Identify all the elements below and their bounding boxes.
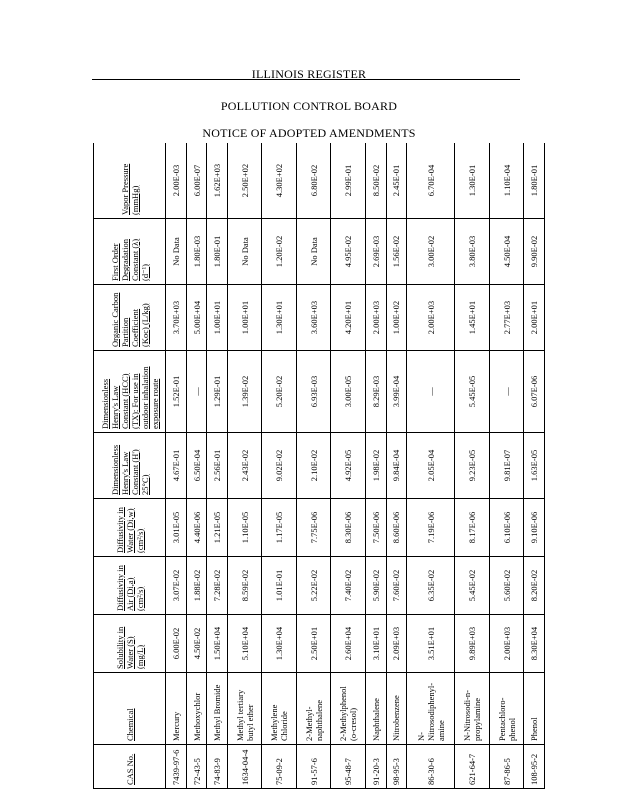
value-cell: 1.63E-05 xyxy=(524,433,545,499)
chemical-name-cell: Nitrobenzene xyxy=(386,673,407,745)
value-cell: No Data xyxy=(166,219,187,285)
table-row xyxy=(296,143,330,789)
column-header xyxy=(94,745,166,789)
value-cell: 7.40E-02 xyxy=(331,557,365,615)
value-cell: 1.56E-02 xyxy=(386,219,407,285)
value-cell: 4.40E-06 xyxy=(186,499,207,557)
value-cell: 6.80E-02 xyxy=(296,143,330,219)
value-cell: 9.90E-02 xyxy=(524,219,545,285)
value-cell: 2.43E-02 xyxy=(228,433,262,499)
value-cell: 5.45E-02 xyxy=(455,557,489,615)
value-cell: — xyxy=(489,351,523,433)
value-cell: — xyxy=(407,351,455,433)
cas-number-cell: 7439-97-6 xyxy=(166,745,187,789)
value-cell: 1.30E+01 xyxy=(262,285,296,351)
column-header xyxy=(94,219,166,285)
value-cell: 4.92E-05 xyxy=(331,433,365,499)
value-cell: 2.00E+03 xyxy=(489,615,523,673)
board-title: POLLUTION CONTROL BOARD xyxy=(220,99,398,113)
table-row xyxy=(455,143,489,789)
value-cell: 3.51E+01 xyxy=(407,615,455,673)
chemical-name-cell: Methylene Chloride xyxy=(262,673,296,745)
table-row xyxy=(489,143,523,789)
column-header-label: Dimensionless Henry's Law Constant (HCC) (TX): For use in outdoor inhalation exposure route xyxy=(99,366,160,429)
value-cell: 6.70E-04 xyxy=(407,143,455,219)
value-cell: 7.60E-02 xyxy=(386,557,407,615)
value-cell: 4.20E+01 xyxy=(331,285,365,351)
value-cell: 8.29E-03 xyxy=(365,351,386,433)
value-cell: 7.28E-02 xyxy=(207,557,228,615)
value-cell: 3.01E-05 xyxy=(166,499,187,557)
value-cell: 8.30E+04 xyxy=(524,615,545,673)
column-header xyxy=(94,499,166,557)
chemical-name-cell: Pentachloro-phenol xyxy=(489,673,523,745)
cas-number-cell: 91-20-3 xyxy=(365,745,386,789)
register-title: ILLINOIS REGISTER xyxy=(251,67,367,81)
cas-number-cell: 108-95-2 xyxy=(524,745,545,789)
cas-number-cell: 91-57-6 xyxy=(296,745,330,789)
value-cell: 2.69E-03 xyxy=(365,219,386,285)
value-cell: 3.80E-03 xyxy=(455,219,489,285)
value-cell: 2.05E-04 xyxy=(407,433,455,499)
value-cell: 3.07E-02 xyxy=(166,557,187,615)
value-cell: 9.89E+03 xyxy=(455,615,489,673)
value-cell: 9.81E-07 xyxy=(489,433,523,499)
chemical-name-cell: 2-Methyl-naphthalene xyxy=(296,673,330,745)
value-cell: 2.99E-01 xyxy=(331,143,365,219)
cas-number-cell: 98-95-3 xyxy=(386,745,407,789)
value-cell: 1.80E-01 xyxy=(207,219,228,285)
value-cell: 3.70E+03 xyxy=(166,285,187,351)
column-header-label: CAS No. xyxy=(124,753,135,785)
column-header-label: Organic Carbon Partition Coefficient (Koc) (L/kg) xyxy=(109,292,150,347)
column-header xyxy=(94,351,166,433)
value-cell: 4.50E-02 xyxy=(186,615,207,673)
value-cell: 8.50E-02 xyxy=(365,143,386,219)
value-cell: 7.75E-06 xyxy=(296,499,330,557)
value-cell: 1.52E-01 xyxy=(166,351,187,433)
value-cell: 3.99E-04 xyxy=(386,351,407,433)
value-cell: 3.00E-05 xyxy=(331,351,365,433)
value-cell: 7.50E-06 xyxy=(365,499,386,557)
chemical-properties-table xyxy=(93,143,545,789)
value-cell: 1.80E-01 xyxy=(524,143,545,219)
value-cell: 5.45E-05 xyxy=(455,351,489,433)
chemical-name-cell: Naphthalene xyxy=(365,673,386,745)
table-row xyxy=(207,143,228,789)
table-row xyxy=(386,143,407,789)
value-cell: 2.50E+02 xyxy=(228,143,262,219)
column-header xyxy=(94,143,166,219)
chemical-name-cell: N-Nitrosodi-n-propylamine xyxy=(455,673,489,745)
table-row xyxy=(524,143,545,789)
value-cell: No Data xyxy=(228,219,262,285)
value-cell: 1.29E-01 xyxy=(207,351,228,433)
column-header xyxy=(94,285,166,351)
value-cell: 2.09E+03 xyxy=(386,615,407,673)
column-header-label: Vapor Pressure (mmHg) xyxy=(119,163,140,215)
value-cell: 6.50E-04 xyxy=(186,433,207,499)
value-cell: 5.22E-02 xyxy=(296,557,330,615)
value-cell: 5.20E-02 xyxy=(262,351,296,433)
value-cell: 2.00E+01 xyxy=(524,285,545,351)
value-cell: 4.30E+02 xyxy=(262,143,296,219)
value-cell: No Data xyxy=(296,219,330,285)
value-cell: 1.39E-02 xyxy=(228,351,262,433)
value-cell: 3.00E-02 xyxy=(407,219,455,285)
value-cell: 1.98E-02 xyxy=(365,433,386,499)
value-cell: 1.17E-05 xyxy=(262,499,296,557)
value-cell: 8.59E-02 xyxy=(228,557,262,615)
value-cell: 1.21E-05 xyxy=(207,499,228,557)
table-row xyxy=(407,143,455,789)
column-header-label: First Order Degradation Constant (λ) (d⁻¹) xyxy=(109,238,150,281)
column-header-label: Dimensionless Henry's Law Constant (H') 25°C) xyxy=(109,444,150,495)
value-cell: 8.30E-06 xyxy=(331,499,365,557)
column-header xyxy=(94,673,166,745)
value-cell: — xyxy=(186,351,207,433)
column-header-label: Solubility in Water (S) (mg/L) xyxy=(114,626,145,669)
value-cell: 1.20E-02 xyxy=(262,219,296,285)
cas-number-cell: 86-30-6 xyxy=(407,745,455,789)
value-cell: 1.30E+04 xyxy=(262,615,296,673)
value-cell: 2.56E-01 xyxy=(207,433,228,499)
value-cell: 8.20E-02 xyxy=(524,557,545,615)
value-cell: 1.50E+04 xyxy=(207,615,228,673)
column-header xyxy=(94,615,166,673)
value-cell: 3.10E+01 xyxy=(365,615,386,673)
value-cell: 5.00E+04 xyxy=(186,285,207,351)
value-cell: 1.62E+03 xyxy=(207,143,228,219)
value-cell: 3.60E+03 xyxy=(296,285,330,351)
table-row xyxy=(228,143,262,789)
column-header-label: Chemical xyxy=(124,708,135,741)
value-cell: 1.80E-03 xyxy=(186,219,207,285)
value-cell: 7.19E-06 xyxy=(407,499,455,557)
column-header-label: Diffusivity in Water (Di,w) (cm²/s) xyxy=(114,507,145,553)
value-cell: 4.67E-01 xyxy=(166,433,187,499)
notice-title: NOTICE OF ADOPTED AMENDMENTS xyxy=(202,126,416,140)
value-cell: 9.10E-06 xyxy=(524,499,545,557)
column-header-label: Diffusivity in Air (Di,a) (cm²/s) xyxy=(114,565,145,611)
value-cell: 1.88E-02 xyxy=(186,557,207,615)
column-header xyxy=(94,557,166,615)
chemical-name-cell: Mercury xyxy=(166,673,187,745)
value-cell: 6.00E-07 xyxy=(186,143,207,219)
value-cell: 9.02E-02 xyxy=(262,433,296,499)
value-cell: 5.90E-02 xyxy=(365,557,386,615)
column-header xyxy=(94,433,166,499)
value-cell: 9.23E-05 xyxy=(455,433,489,499)
cas-number-cell: 75-09-2 xyxy=(262,745,296,789)
chemical-name-cell: 2-Methylphenol (o-cresol) xyxy=(331,673,365,745)
table-row xyxy=(365,143,386,789)
value-cell: 6.93E-03 xyxy=(296,351,330,433)
value-cell: 2.60E+04 xyxy=(331,615,365,673)
value-cell: 1.10E-05 xyxy=(228,499,262,557)
value-cell: 2.50E+01 xyxy=(296,615,330,673)
value-cell: 4.50E-04 xyxy=(489,219,523,285)
table-row xyxy=(331,143,365,789)
value-cell: 5.10E+04 xyxy=(228,615,262,673)
table-row xyxy=(262,143,296,789)
value-cell: 8.60E-06 xyxy=(386,499,407,557)
value-cell: 2.00E+03 xyxy=(407,285,455,351)
value-cell: 2.10E-02 xyxy=(296,433,330,499)
chemical-name-cell: Methyl tertiary butyl ether xyxy=(228,673,262,745)
value-cell: 2.00E+03 xyxy=(365,285,386,351)
chemical-name-cell: Methoxychlor xyxy=(186,673,207,745)
chemical-name-cell: Phenol xyxy=(524,673,545,745)
value-cell: 1.00E+02 xyxy=(386,285,407,351)
rotated-table-frame xyxy=(93,143,545,789)
table-row xyxy=(166,143,187,789)
cas-number-cell: 72-43-5 xyxy=(186,745,207,789)
value-cell: 4.95E-02 xyxy=(331,219,365,285)
cas-number-cell: 87-86-5 xyxy=(489,745,523,789)
chemical-name-cell: Methyl Bromide xyxy=(207,673,228,745)
value-cell: 1.10E-04 xyxy=(489,143,523,219)
table-body xyxy=(166,143,545,789)
value-cell: 6.00E-02 xyxy=(166,615,187,673)
value-cell: 2.00E-03 xyxy=(166,143,187,219)
cas-number-cell: 74-83-9 xyxy=(207,745,228,789)
table-header-row xyxy=(94,143,166,789)
value-cell: 2.45E-01 xyxy=(386,143,407,219)
table-row xyxy=(186,143,207,789)
value-cell: 6.10E-06 xyxy=(489,499,523,557)
chemical-name-cell: N-Nitrosodiphenyl-amine xyxy=(407,673,455,745)
cas-number-cell: 95-48-7 xyxy=(331,745,365,789)
value-cell: 1.01E-01 xyxy=(262,557,296,615)
value-cell: 1.30E-01 xyxy=(455,143,489,219)
cas-number-cell: 621-64-7 xyxy=(455,745,489,789)
value-cell: 1.45E+01 xyxy=(455,285,489,351)
value-cell: 8.17E-06 xyxy=(455,499,489,557)
value-cell: 1.00E+01 xyxy=(207,285,228,351)
value-cell: 6.35E-02 xyxy=(407,557,455,615)
value-cell: 2.77E+03 xyxy=(489,285,523,351)
value-cell: 6.07E-06 xyxy=(524,351,545,433)
value-cell: 5.60E-02 xyxy=(489,557,523,615)
value-cell: 1.00E+01 xyxy=(228,285,262,351)
cas-number-cell: 1634-04-4 xyxy=(228,745,262,789)
value-cell: 9.84E-04 xyxy=(386,433,407,499)
